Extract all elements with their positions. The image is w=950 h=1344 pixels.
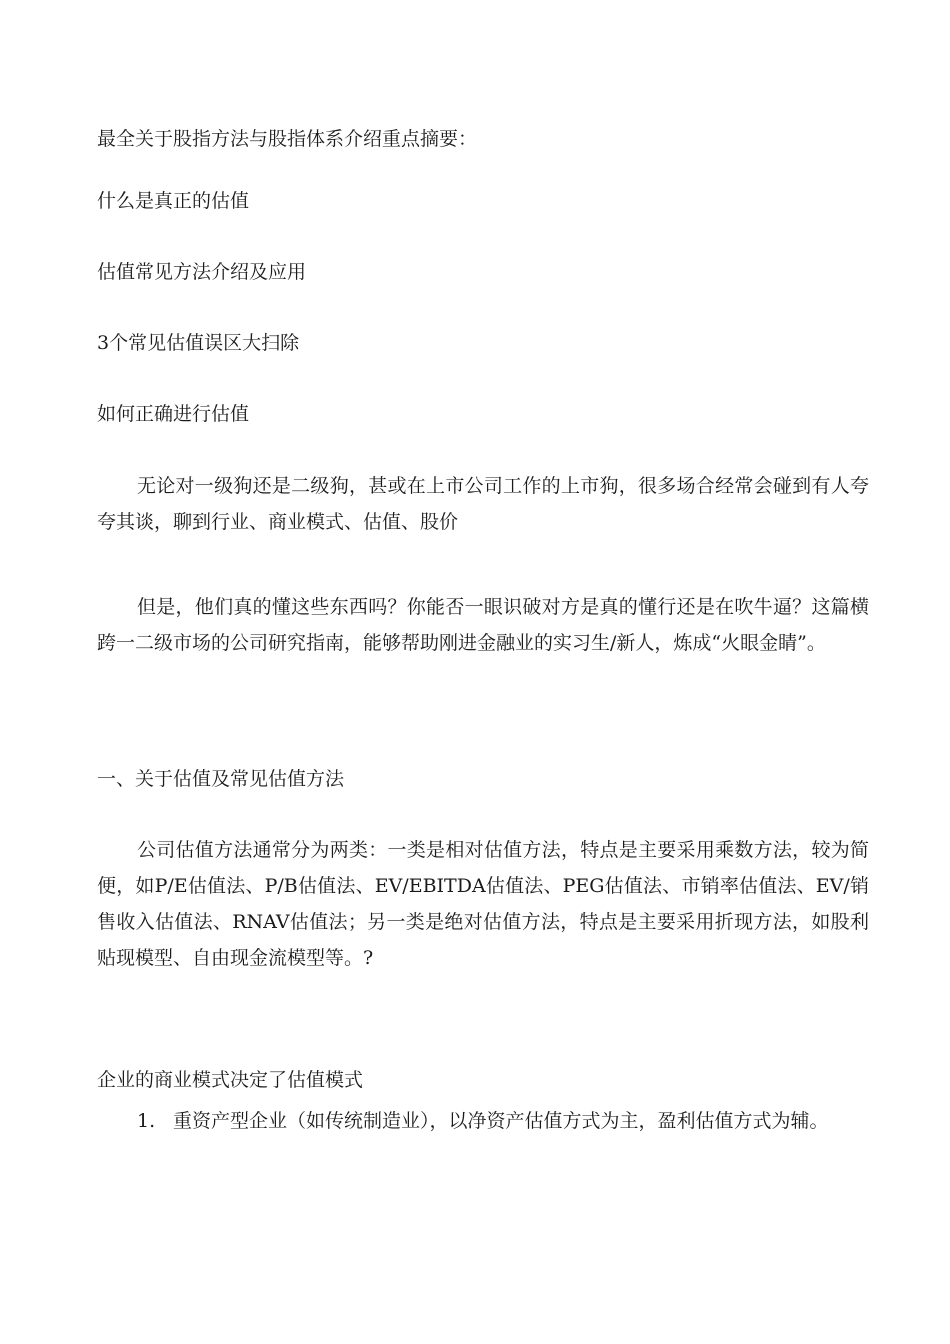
- business-model-heading: 企业的商业模式决定了估值模式: [97, 1069, 364, 1091]
- list-item-text: 重资产型企业（如传统制造业），以净资产估值方式为主，盈利估值方式为辅。: [173, 1110, 829, 1132]
- toc-item-4: 如何正确进行估值: [97, 403, 250, 425]
- intro-paragraph-2: 但是，他们真的懂这些东西吗？你能否一眼识破对方是真的懂行还是在吹牛逼？这篇横跨一二级市场的公司研究指南，能够帮助刚进金融业的实习生/新人，炼成“火眼金睛”。: [97, 596, 869, 654]
- toc-item-3: 3个常见估值误区大扫除: [97, 332, 300, 354]
- toc-item-1: 什么是真正的估值: [97, 190, 250, 212]
- summary-title: 最全关于股指方法与股指体系介绍重点摘要：: [97, 128, 478, 150]
- list-item: [137, 1109, 829, 1133]
- section1-paragraph: 公司估值方法通常分为两类：一类是相对估值方法，特点是主要采用乘数方法，较为简便，如P/E估值法、P/B估值法、EV/EBITDA估值法、PEG估值法、市销率估值法、EV/销售收入估值法、RNAV估值法；另一类是绝对估值方法，特点是主要采用折现方法，如股利贴现模型、自由现金流模型等。?: [97, 839, 869, 969]
- toc-item-2: 估值常见方法介绍及应用: [97, 261, 307, 283]
- list-item-number: 1.: [137, 1110, 156, 1132]
- intro-paragraph-1: 无论对一级狗还是二级狗，甚或在上市公司工作的上市狗，很多场合经常会碰到有人夸夸其谈，聊到行业、商业模式、估值、股价: [97, 475, 869, 533]
- section1-heading: 一、关于估值及常见估值方法: [97, 768, 345, 790]
